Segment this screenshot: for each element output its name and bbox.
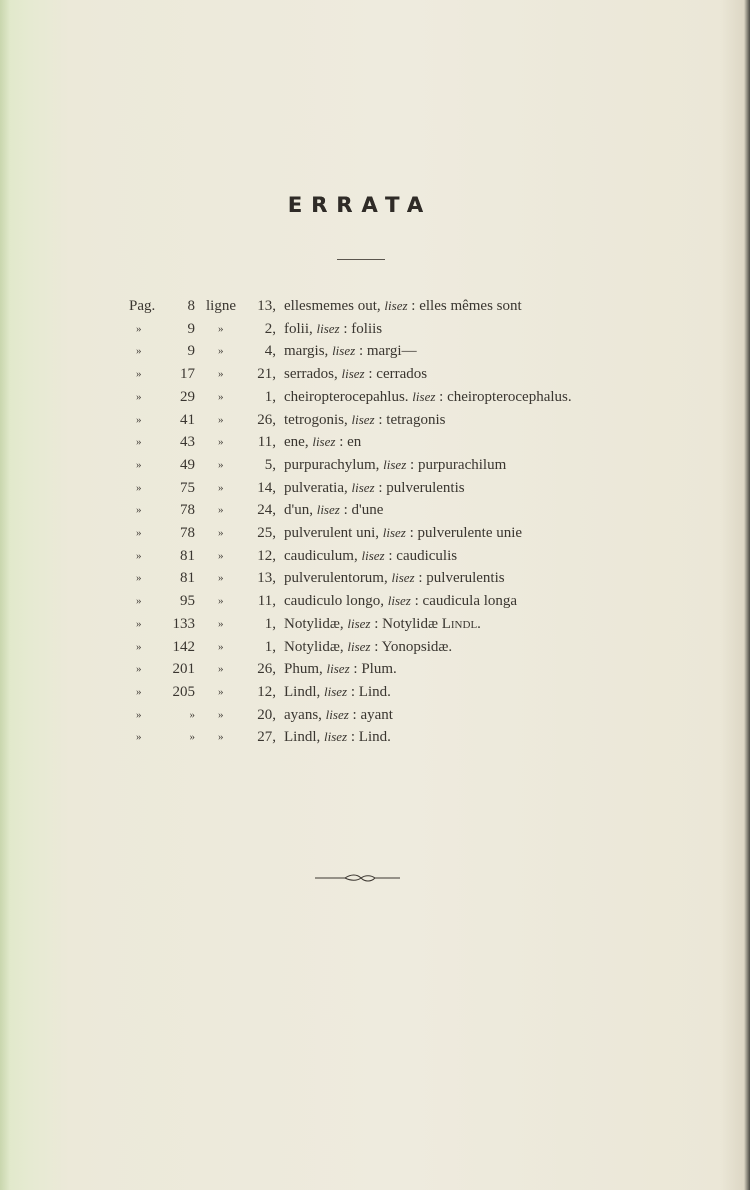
page-number: 9 bbox=[187, 343, 195, 360]
erroneous-text: folii, bbox=[284, 320, 313, 337]
corrected-text: cheiropterocephalus. bbox=[447, 388, 572, 405]
lisez-label: lisez bbox=[347, 638, 371, 654]
ligne-ditto-mark: » bbox=[218, 663, 224, 676]
lisez-label: lisez bbox=[351, 411, 375, 427]
errata-row bbox=[0, 727, 750, 747]
ligne-ditto-mark: » bbox=[218, 572, 224, 585]
errata-row bbox=[0, 364, 750, 384]
errata-row bbox=[0, 341, 750, 361]
ligne-ditto-mark: » bbox=[218, 345, 224, 358]
ligne-ditto-mark: » bbox=[218, 685, 224, 698]
errata-row bbox=[0, 614, 750, 634]
erroneous-text: Notylidæ, bbox=[284, 638, 344, 655]
erroneous-text: margis, bbox=[284, 343, 329, 360]
lisez-label: lisez bbox=[384, 298, 408, 313]
line-number: 2, bbox=[264, 320, 276, 337]
page-number: 78 bbox=[180, 525, 195, 541]
correction-text: ene, lisez : en bbox=[284, 434, 362, 451]
corrected-text: purpurachilum bbox=[417, 456, 507, 473]
correction-text: Notylidæ, lisez : Notylidæ Lindl. bbox=[284, 615, 481, 632]
correction-text: Lindl, lisez : Lind. bbox=[284, 729, 391, 746]
corrected-text: Lind. bbox=[358, 729, 391, 746]
page-number: 201 bbox=[172, 661, 195, 678]
title-rule bbox=[337, 259, 385, 260]
erroneous-text: Lindl, bbox=[284, 729, 321, 746]
correction-text: pulveratia, lisez : pulverulentis bbox=[284, 479, 465, 496]
lisez-label: lisez bbox=[412, 388, 436, 404]
correction-text: Phum, lisez : Plum. bbox=[284, 661, 397, 678]
erroneous-text: pulveratia, bbox=[284, 479, 348, 496]
ligne-ditto-mark: » bbox=[218, 322, 224, 335]
ligne-ditto-mark: » bbox=[218, 527, 224, 539]
corrected-text: en bbox=[347, 434, 362, 451]
lisez-label: lisez bbox=[351, 479, 375, 495]
ligne-ditto-mark: » bbox=[218, 640, 224, 653]
ligne-ditto-mark: » bbox=[218, 708, 224, 721]
lisez-label: lisez bbox=[324, 729, 348, 745]
page-number: 17 bbox=[180, 366, 195, 383]
corrected-text: d'une bbox=[351, 502, 384, 519]
pag-ditto-mark: » bbox=[136, 481, 142, 494]
lisez-label: lisez bbox=[316, 320, 340, 336]
pag-ditto-mark: » bbox=[136, 390, 142, 403]
ligne-ditto-mark: » bbox=[218, 458, 224, 471]
ornament-divider-icon bbox=[315, 872, 400, 884]
pag-ditto-mark: » bbox=[136, 595, 142, 608]
page-number: 133 bbox=[172, 615, 195, 632]
pag-ditto-mark: » bbox=[136, 527, 142, 539]
ligne-ditto-mark: » bbox=[218, 481, 224, 494]
page-number: 29 bbox=[180, 388, 195, 405]
pag-ditto-mark: » bbox=[136, 413, 142, 426]
line-number: 11, bbox=[257, 434, 276, 451]
correction-text: margis, lisez : margi— bbox=[284, 343, 417, 360]
pag-ditto-mark: » bbox=[136, 504, 142, 517]
page-title: ERRATA bbox=[287, 193, 433, 217]
ligne-ditto-mark: » bbox=[218, 549, 224, 562]
erroneous-text: ene, bbox=[284, 434, 309, 451]
line-number: 26, bbox=[257, 411, 276, 428]
corrected-text: Lind. bbox=[358, 683, 391, 700]
corrected-text: Plum. bbox=[361, 661, 397, 678]
errata-row bbox=[0, 659, 750, 679]
line-number: 1, bbox=[264, 638, 276, 655]
pag-ditto-mark: » bbox=[136, 663, 142, 676]
errata-row bbox=[0, 319, 750, 339]
erroneous-text: pulverulent uni, bbox=[284, 525, 379, 541]
corrected-text: elles mêmes sont bbox=[419, 298, 522, 314]
corrected-text: pulverulentis bbox=[426, 570, 505, 587]
ligne-ditto-mark: » bbox=[218, 390, 224, 403]
errata-row bbox=[0, 705, 750, 725]
line-number: 1, bbox=[264, 615, 276, 632]
pag-ditto-mark: » bbox=[136, 368, 142, 381]
errata-row bbox=[0, 500, 750, 520]
page-number: » bbox=[189, 731, 195, 744]
errata-row bbox=[0, 637, 750, 657]
line-number: 20, bbox=[257, 706, 276, 723]
page-number: 205 bbox=[172, 683, 195, 700]
erroneous-text: pulverulentorum, bbox=[284, 570, 388, 587]
page-number: 142 bbox=[172, 638, 195, 655]
erroneous-text: ayans, bbox=[284, 706, 322, 723]
pag-label: Pag. bbox=[129, 298, 156, 314]
page-number: 8 bbox=[187, 298, 195, 314]
erroneous-text: caudiculo longo, bbox=[284, 593, 384, 610]
errata-row bbox=[0, 523, 750, 543]
pag-ditto-mark: » bbox=[136, 617, 142, 630]
line-number: 25, bbox=[257, 525, 276, 541]
erroneous-text: ellesmemes out, bbox=[284, 298, 381, 314]
correction-text: caudiculo longo, lisez : caudicula longa bbox=[284, 593, 518, 610]
erroneous-text: cheiropterocepahlus. bbox=[284, 388, 409, 405]
lisez-label: lisez bbox=[341, 366, 365, 382]
line-number: 26, bbox=[257, 661, 276, 678]
line-number: 14, bbox=[257, 479, 276, 496]
line-number: 11, bbox=[257, 593, 276, 610]
errata-row bbox=[0, 387, 750, 407]
lisez-label: lisez bbox=[326, 661, 350, 677]
corrected-text: Notylidæ bbox=[382, 615, 438, 632]
correction-text: caudiculum, lisez : caudiculis bbox=[284, 547, 458, 564]
errata-row bbox=[0, 478, 750, 498]
errata-row bbox=[0, 455, 750, 475]
pag-ditto-mark: » bbox=[136, 458, 142, 471]
pag-ditto-mark: » bbox=[136, 549, 142, 562]
line-number: 12, bbox=[257, 683, 276, 700]
corrected-text: cerrados bbox=[376, 366, 428, 383]
erroneous-text: d'un, bbox=[284, 502, 313, 519]
erroneous-text: tetrogonis, bbox=[284, 411, 348, 428]
corrected-text: pulverulentis bbox=[386, 479, 465, 496]
erroneous-text: serrados, bbox=[284, 366, 338, 383]
lisez-label: lisez bbox=[332, 343, 356, 359]
lisez-label: lisez bbox=[361, 547, 385, 563]
correction-text: tetrogonis, lisez : tetragonis bbox=[284, 411, 446, 428]
lisez-label: lisez bbox=[347, 615, 371, 631]
errata-row bbox=[0, 568, 750, 588]
ligne-ditto-mark: » bbox=[218, 504, 224, 517]
corrected-text: Yonopsidæ. bbox=[381, 638, 453, 655]
ligne-ditto-mark: » bbox=[218, 595, 224, 608]
correction-text: purpurachylum, lisez : purpurachilum bbox=[284, 456, 507, 473]
pag-ditto-mark: » bbox=[136, 640, 142, 653]
correction-text: pulverulent uni, lisez : pulverulente unie bbox=[284, 525, 523, 541]
correction-text: pulverulentorum, lisez : pulverulentis bbox=[284, 570, 505, 587]
line-number: 24, bbox=[257, 502, 276, 519]
ligne-ditto-mark: » bbox=[218, 368, 224, 381]
correction-text: Lindl, lisez : Lind. bbox=[284, 683, 391, 700]
corrected-text: caudicula longa bbox=[422, 593, 518, 610]
corrected-text: ayant bbox=[360, 706, 393, 723]
ligne-label: ligne bbox=[206, 298, 236, 314]
line-number: 27, bbox=[257, 729, 276, 746]
page-number: » bbox=[189, 708, 195, 721]
errata-row bbox=[0, 410, 750, 430]
page-number: 95 bbox=[180, 593, 195, 610]
corrected-text: tetragonis bbox=[386, 411, 446, 428]
page-number: 81 bbox=[180, 570, 195, 587]
errata-row bbox=[0, 591, 750, 611]
erroneous-text: caudiculum, bbox=[284, 547, 358, 564]
erroneous-text: Lindl, bbox=[284, 683, 321, 700]
lisez-label: lisez bbox=[382, 525, 406, 540]
page-number: 78 bbox=[180, 502, 195, 519]
correction-text: d'un, lisez : d'une bbox=[284, 502, 384, 519]
ligne-ditto-mark: » bbox=[218, 731, 224, 744]
corrected-text: caudiculis bbox=[396, 547, 458, 564]
correction-text: Notylidæ, lisez : Yonopsidæ. bbox=[284, 638, 453, 655]
correction-text: folii, lisez : foliis bbox=[284, 320, 383, 337]
errata-row bbox=[0, 432, 750, 452]
lisez-label: lisez bbox=[383, 456, 407, 472]
line-number: 13, bbox=[257, 298, 276, 314]
correction-text: ayans, lisez : ayant bbox=[284, 706, 393, 723]
lisez-label: lisez bbox=[387, 593, 411, 609]
line-number: 13, bbox=[257, 570, 276, 587]
erroneous-text: Phum, bbox=[284, 661, 323, 678]
pag-ditto-mark: » bbox=[136, 731, 142, 744]
line-number: 4, bbox=[264, 343, 276, 360]
lisez-label: lisez bbox=[316, 502, 340, 518]
errata-row bbox=[0, 296, 750, 316]
page-number: 9 bbox=[187, 320, 195, 337]
correction-text: serrados, lisez : cerrados bbox=[284, 366, 428, 383]
correction-text: cheiropterocepahlus. lisez : cheiropterocephalus. bbox=[284, 388, 572, 405]
pag-ditto-mark: » bbox=[136, 572, 142, 585]
corrected-text: margi— bbox=[366, 343, 417, 360]
pag-ditto-mark: » bbox=[136, 708, 142, 721]
errata-row bbox=[0, 682, 750, 702]
ligne-ditto-mark: » bbox=[218, 413, 224, 426]
correction-text: ellesmemes out, lisez : elles mêmes sont bbox=[284, 298, 522, 314]
corrected-text: foliis bbox=[351, 320, 383, 337]
lisez-label: lisez bbox=[324, 683, 348, 699]
page-number: 75 bbox=[180, 479, 195, 496]
lisez-label: lisez bbox=[391, 570, 415, 586]
pag-ditto-mark: » bbox=[136, 322, 142, 335]
ligne-ditto-mark: » bbox=[218, 436, 224, 449]
pag-ditto-mark: » bbox=[136, 685, 142, 698]
ligne-ditto-mark: » bbox=[218, 617, 224, 630]
line-number: 12, bbox=[257, 547, 276, 564]
lisez-label: lisez bbox=[312, 434, 336, 450]
page-number: 41 bbox=[180, 411, 195, 428]
line-number: 5, bbox=[264, 456, 276, 473]
erroneous-text: Notylidæ, bbox=[284, 615, 344, 632]
pag-ditto-mark: » bbox=[136, 436, 142, 449]
corrected-author: Lindl. bbox=[441, 615, 481, 632]
page-number: 43 bbox=[180, 434, 195, 451]
line-number: 1, bbox=[264, 388, 276, 405]
page-number: 49 bbox=[180, 456, 195, 473]
lisez-label: lisez bbox=[325, 706, 349, 722]
erroneous-text: purpurachylum, bbox=[284, 456, 380, 473]
errata-row bbox=[0, 546, 750, 566]
line-number: 21, bbox=[257, 366, 276, 383]
pag-ditto-mark: » bbox=[136, 345, 142, 358]
page-number: 81 bbox=[180, 547, 195, 564]
corrected-text: pulverulente unie bbox=[417, 525, 523, 541]
